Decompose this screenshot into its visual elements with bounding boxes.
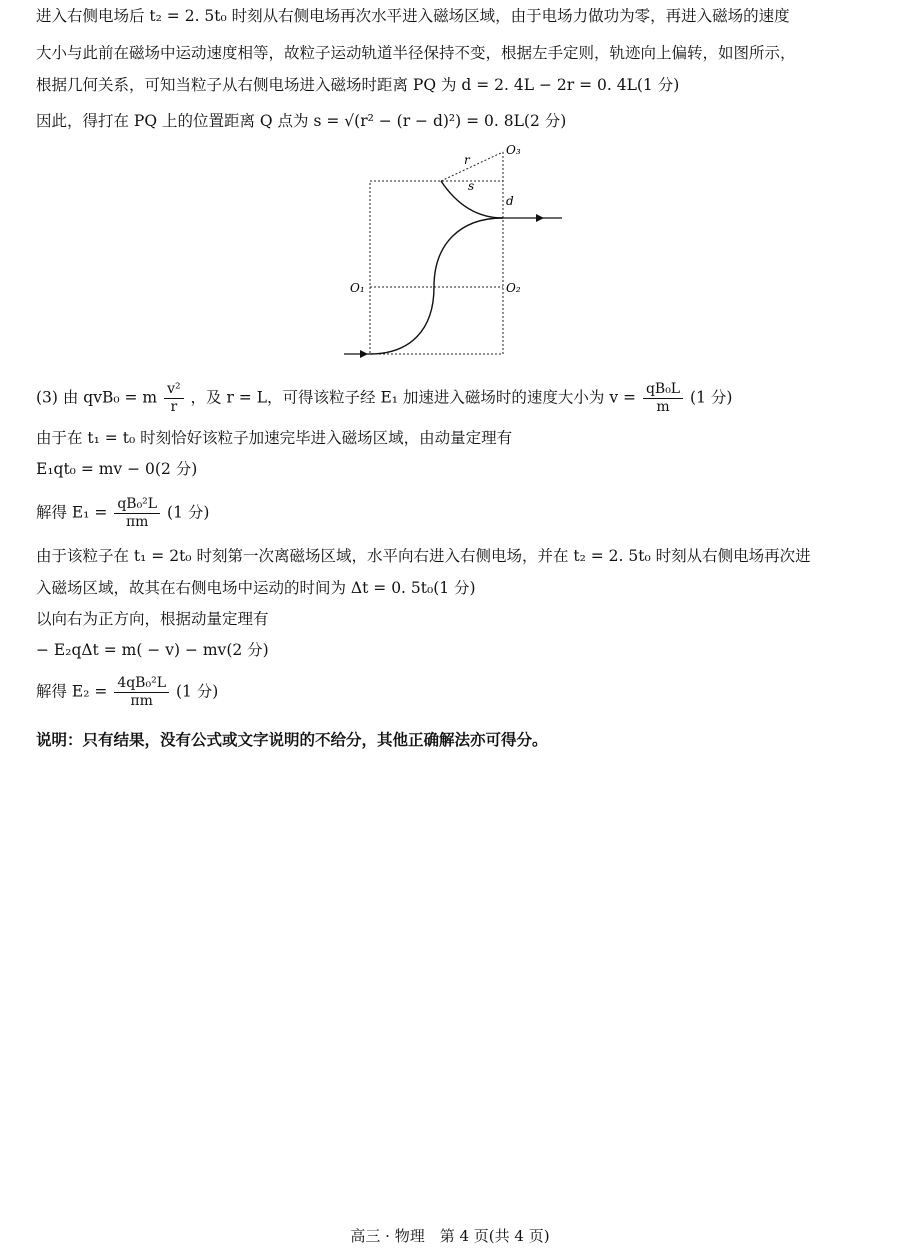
label-O3: O₃ bbox=[506, 143, 521, 157]
text-line: 由于在 t₁ = t₀ 时刻恰好该粒子加速完毕进入磁场区域，由动量定理有 bbox=[36, 429, 513, 447]
fraction bbox=[164, 381, 184, 416]
formula-text: (3) 由 qvB₀ = m bbox=[36, 388, 158, 407]
formula-text: 解得 E₁ = bbox=[36, 503, 108, 522]
formula-text: (1 分) bbox=[175, 682, 219, 701]
text-line: 入磁场区域，故其在右侧电场中运动的时间为 Δt = 0. 5t₀(1 分) bbox=[36, 579, 476, 597]
fraction bbox=[114, 496, 160, 531]
text-line: 进入右侧电场后 t₂ = 2. 5t₀ 时刻从右侧电场再次水平进入磁场区域，由于电场力做功为零，再进入磁场的速度 bbox=[36, 7, 790, 25]
fraction-den: πm bbox=[130, 693, 153, 709]
trajectory-diagram bbox=[330, 140, 580, 365]
text-line bbox=[36, 496, 209, 531]
fraction-den: m bbox=[656, 399, 670, 415]
fraction-num: v² bbox=[164, 381, 184, 399]
formula-text: ，及 r = L，可得该粒子经 E₁ 加速进入磁场时的速度大小为 v = bbox=[190, 388, 636, 407]
trajectory-curve bbox=[370, 218, 503, 354]
label-d: d bbox=[506, 194, 514, 208]
text-line bbox=[36, 675, 218, 710]
fraction-den: r bbox=[170, 399, 178, 415]
page-footer: 高三 · 物理 第 4 页(共 4 页) bbox=[350, 1227, 550, 1245]
fraction-num: qB₀²L bbox=[114, 496, 160, 514]
fraction-den: πm bbox=[125, 514, 149, 530]
text-line: 由于该粒子在 t₁ = 2t₀ 时刻第一次离磁场区域，水平向右进入右侧电场，并在 t₂ = 2. 5t₀ 时刻从右侧电场再次进 bbox=[36, 547, 811, 565]
text-line: 因此，得打在 PQ 上的位置距离 Q 点为 s = √(r² − (r − d)²) = 0. 8L(2 分) bbox=[36, 112, 567, 130]
fraction-num: 4qB₀²L bbox=[114, 675, 169, 693]
label-O2: O₂ bbox=[506, 281, 521, 295]
entry-arrow bbox=[360, 350, 368, 358]
exit-arrow bbox=[536, 214, 544, 222]
radius-line bbox=[441, 152, 503, 181]
text-line: 大小与此前在磁场中运动速度相等，故粒子运动轨道半径保持不变，根据左手定则，轨迹向上偏转，如图所示， bbox=[36, 44, 796, 62]
formula-text: 解得 E₂ = bbox=[36, 682, 108, 701]
text-line: 以向右为正方向，根据动量定理有 bbox=[36, 610, 269, 628]
label-r: r bbox=[464, 153, 470, 167]
label-s: s bbox=[468, 179, 475, 193]
label-O1: O₁ bbox=[350, 281, 365, 295]
text-line: − E₂qΔt = m( − v) − mv(2 分) bbox=[36, 641, 269, 659]
formula-text: (1 分) bbox=[690, 388, 733, 407]
fraction bbox=[643, 381, 683, 416]
formula-text: (1 分) bbox=[167, 503, 210, 522]
text-line bbox=[36, 381, 732, 416]
fraction-num: qB₀L bbox=[643, 381, 683, 399]
fraction bbox=[114, 675, 169, 710]
scoring-note: 说明：只有结果，没有公式或文字说明的不给分，其他正确解法亦可得分。 bbox=[36, 731, 548, 749]
text-line: 根据几何关系，可知当粒子从右侧电场进入磁场时距离 PQ 为 d = 2. 4L − 2r = 0. 4L(1 分) bbox=[36, 76, 680, 94]
text-line: E₁qt₀ = mv − 0(2 分) bbox=[36, 460, 198, 478]
